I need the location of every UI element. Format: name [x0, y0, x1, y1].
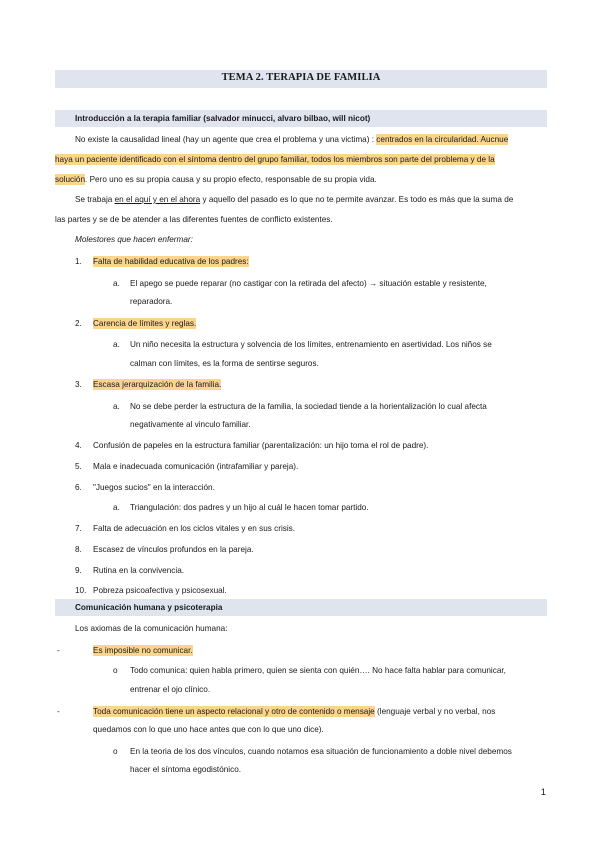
list-number: 7. [75, 524, 82, 533]
sub-marker: a. [113, 279, 120, 288]
paragraph-line: Los axiomas de la comunicación humana: [75, 624, 228, 633]
bullet-marker: o [113, 747, 118, 756]
sub-marker: a. [113, 402, 120, 411]
highlight-run: Carencia de límites y reglas. [93, 319, 197, 328]
sub-item: reparadora. [130, 297, 173, 306]
list-number: 5. [75, 462, 82, 471]
sub-item: hacer el síntoma egodistónico. [130, 765, 242, 774]
page-title: TEMA 2. TERAPIA DE FAMILIA [221, 72, 381, 83]
list-number: 4. [75, 441, 82, 450]
sub-item: negativamente al vinculo familiar. [130, 420, 251, 429]
list-number: 1. [75, 257, 82, 266]
axiom-item [93, 645, 193, 656]
title-band [55, 70, 547, 88]
sub-item: Triangulación: dos padres y un hijo al cuál le hacen tomar partido. [130, 503, 369, 512]
text-run: (lenguaje verbal y no verbal, nos [374, 707, 496, 716]
highlight-run: solución [55, 175, 86, 184]
sub-item: Un niño necesita la estructura y solvencia de los límites, entrenamiento en asertividad. Los niños se [130, 340, 492, 349]
list-number: 6. [75, 483, 82, 492]
list-number: 2. [75, 319, 82, 328]
dash-marker: - [57, 707, 60, 716]
list-item: Pobreza psicoafectiva y psicosexual. [93, 586, 227, 595]
text-run: No existe la causalidad lineal (hay un agente que crea el problema y una victima) : [75, 135, 377, 144]
sub-marker: a. [113, 340, 120, 349]
text-run: Se trabaja [75, 195, 115, 204]
list-item: Escasez de vínculos profundos en la pareja. [93, 545, 254, 554]
list-item: Rutina en la convivencia. [93, 566, 185, 575]
bullet-marker: o [113, 666, 118, 675]
list-item: Confusión de papeles en la estructura familiar (parentalización: un hijo toma el rol de padre). [93, 441, 429, 450]
section-heading-band [55, 599, 547, 616]
highlight-run: haya un paciente identificado con el síntoma dentro del grupo familiar, todos los miembros son parte del problema y de la [55, 155, 495, 164]
list-item [93, 256, 249, 267]
subheading: Molestores que hacen enfermar: [75, 235, 193, 244]
highlight-run: Toda comunicación tiene un aspecto relacional y otro de contenido o mensaje [93, 707, 375, 716]
list-item: Mala e inadecuada comunicación (intrafamiliar y pareja). [93, 462, 299, 471]
sub-item: calman con límites, es la forma de sentirse seguros. [130, 359, 319, 368]
page-number: 1 [540, 787, 546, 798]
list-item [93, 379, 221, 390]
text-run: . Pero uno es su propia causa y su propio efecto, responsable de su propia vida. [85, 175, 377, 184]
text-run: las partes y se de be atender a las diferentes fuentes de conflicto existentes. [55, 215, 333, 224]
sub-item: El apego se puede reparar (no castigar con la retirada del afecto) → situación estable y resistente, [130, 279, 487, 288]
axiom-line: quedamos con lo que uno hace antes que con lo que uno dice). [93, 725, 324, 734]
list-item [93, 318, 196, 329]
text-run: y aquello del pasado es lo que no te permite avanzar. Es todo es más que la suma de [200, 195, 514, 204]
paragraph-line [55, 214, 333, 225]
sub-item: En la teoria de los dos vínculos, cuando notamos esa situación de funcionamiento a doble nivel debemos [130, 747, 512, 756]
list-item: "Juegos sucios" en la interacción. [93, 483, 215, 492]
sub-item: entrenar el ojo clínico. [130, 685, 211, 694]
paragraph-line [55, 154, 495, 165]
list-number: 10. [75, 586, 87, 595]
highlight-run: Escasa jerarquización de la familia. [93, 380, 222, 389]
highlight-run: centrados en la circularidad. Aucnue [376, 135, 509, 144]
sub-marker: a. [113, 503, 120, 512]
highlight-run: Falta de habilidad educativa de los padres: [93, 257, 249, 266]
highlight-run: Es imposible no comunicar. [93, 646, 193, 655]
section-heading-communication: Comunicación humana y psicoterapia [75, 603, 223, 612]
axiom-item [93, 706, 495, 717]
sub-item: Todo comunica: quien habla primero, quien se sienta con quién…. No hace falta hablar para comunicar, [130, 666, 506, 675]
paragraph-line [55, 174, 377, 185]
list-number: 9. [75, 566, 82, 575]
paragraph-line [75, 134, 547, 145]
dash-marker: - [57, 646, 60, 655]
section-heading-intro: Introducción a la terapia familiar (salvador minucci, alvaro bilbao, will nicot) [75, 114, 371, 123]
section-heading-band [55, 110, 547, 127]
paragraph-line [75, 194, 513, 205]
list-number: 3. [75, 380, 82, 389]
list-number: 8. [75, 545, 82, 554]
sub-item: No se debe perder la estructura de la familia, la sociedad tiende a la horientalización lo cual afecta [130, 402, 487, 411]
underlined-run: en el aquí y en el ahora [114, 195, 201, 204]
list-item: Falta de adecuación en los ciclos vitales y en sus crisis. [93, 524, 296, 533]
